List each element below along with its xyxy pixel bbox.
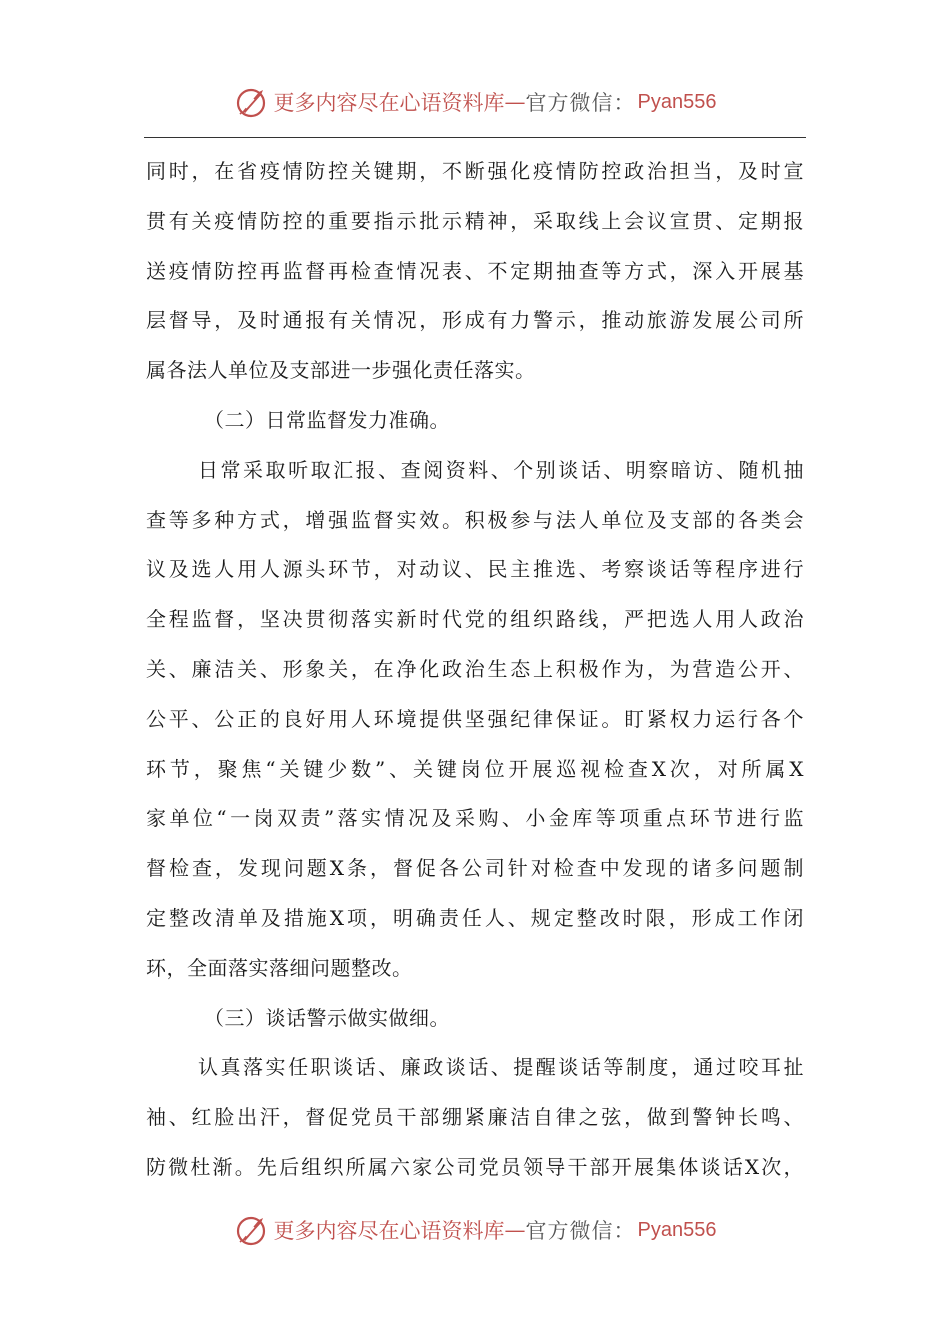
header-wechat-id: Pyan556	[637, 90, 717, 113]
body-line-10: 全程监督，坚决贯彻落实新时代党的组织路线，严把选人用人政治	[146, 607, 804, 632]
body-line-7: 日常采取听取汇报、查阅资料、个别谈话、明察暗访、随机抽	[198, 457, 804, 482]
body-line-19: 认真落实任职谈话、廉政谈话、提醒谈话等制度，通过咬耳扯	[198, 1055, 804, 1080]
footer-dash: —	[504, 1218, 526, 1242]
body-line-13: 环节，聚焦“关键少数”、关键岗位开展巡视检查X次，对所属X	[146, 756, 804, 781]
quill-pen-circle-icon	[234, 1212, 270, 1248]
body-line-14: 家单位“一岗双责”落实情况及采购、小金库等项重点环节进行监	[146, 806, 804, 831]
section-heading-3: （三）谈话警示做实做细。	[204, 1005, 450, 1030]
document-body	[146, 147, 804, 1193]
body-line-3: 送疫情防控再监督再检查情况表、不定期抽查等方式，深入开展基	[146, 258, 804, 283]
quill-pen-circle-icon	[234, 84, 270, 120]
body-line-1: 同时，在省疫情防控关键期，不断强化疫情防控政治担当，及时宣	[146, 159, 804, 183]
body-line-21: 防微杜渐。先后组织所属六家公司党员领导干部开展集体谈话X次，	[146, 1154, 804, 1179]
body-line-8: 查等多种方式，增强监督实效。积极参与法人单位及支部的各类会	[146, 507, 804, 532]
footer-banner	[0, 1210, 950, 1250]
body-line-20: 袖、红脸出汗，督促党员干部绷紧廉洁自律之弦，做到警钟长鸣、	[146, 1105, 804, 1130]
body-line-17: 环，全面落实落细问题整改。	[146, 955, 413, 980]
section-heading-2: （二）日常监督发力准确。	[204, 407, 450, 432]
body-line-2: 贯有关疫情防控的重要指示批示精神，采取线上会议宣贯、定期报	[146, 208, 804, 233]
body-line-16: 定整改清单及措施X项，明确责任人、规定整改时限，形成工作闭	[146, 905, 804, 930]
footer-wechat-label: 官方微信：	[525, 1219, 636, 1243]
header-divider	[144, 137, 806, 138]
footer-wechat-id: Pyan556	[637, 1218, 717, 1241]
body-line-5: 属各法人单位及支部进一步强化责任落实。	[146, 358, 536, 383]
body-line-4: 层督导，及时通报有关情况，形成有力警示，推动旅游发展公司所	[146, 308, 804, 333]
header-site-name: 更多内容尽在心语资料库	[273, 91, 505, 115]
body-line-11: 关、廉洁关、形象关，在净化政治生态上积极作为，为营造公开、	[146, 656, 804, 681]
header-dash: —	[504, 90, 526, 114]
footer-site-name: 更多内容尽在心语资料库	[273, 1219, 505, 1243]
body-line-15: 督检查，发现问题X条，督促各公司针对检查中发现的诸多问题制	[146, 856, 804, 881]
header-banner	[0, 82, 950, 122]
body-line-12: 公平、公正的良好用人环境提供坚强纪律保证。盯紧权力运行各个	[146, 706, 804, 731]
header-wechat-label: 官方微信：	[525, 91, 636, 115]
body-line-9: 议及选人用人源头环节，对动议、民主推选、考察谈话等程序进行	[146, 557, 804, 582]
